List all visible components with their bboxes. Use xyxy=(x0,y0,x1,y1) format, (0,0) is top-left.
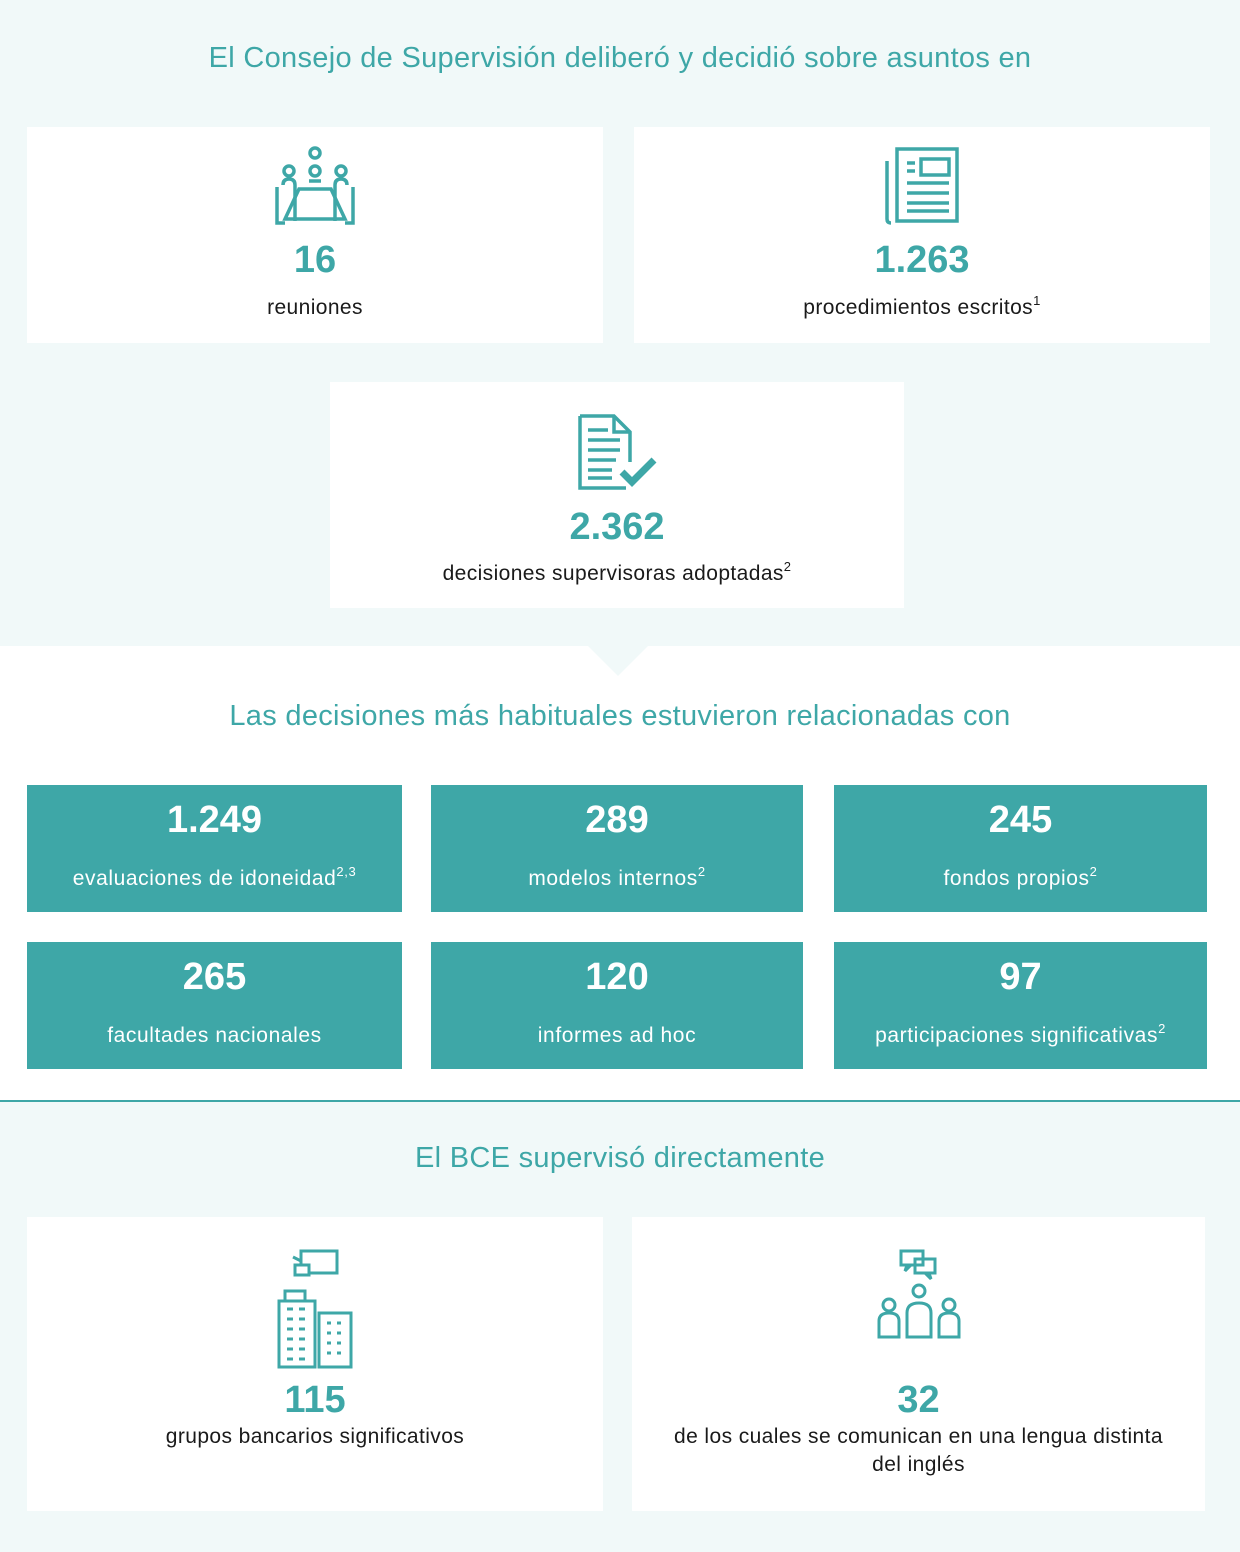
tile-label: facultades nacionales xyxy=(107,1024,322,1047)
card-significant-groups xyxy=(27,1217,603,1511)
supervisory-decisions-value: 2.362 xyxy=(569,506,665,548)
written-procedures-value: 1.263 xyxy=(874,239,970,281)
non-english-groups-value: 32 xyxy=(897,1379,940,1421)
card-meetings xyxy=(27,127,603,343)
tile-label: evaluaciones de idoneidad$^{2,3}$ xyxy=(72,864,357,890)
tile-fit-and-proper xyxy=(27,785,402,912)
written-procedures-label: procedimientos escritos$^1$ xyxy=(803,293,1041,319)
tile-own-funds xyxy=(834,785,1207,912)
meeting-table-icon xyxy=(275,145,355,232)
tile-label: informes ad hoc xyxy=(537,1024,697,1047)
section1-heading: El Consejo de Supervisión deliberó y decidió sobre asuntos en xyxy=(208,42,1032,74)
tile-internal-models xyxy=(431,785,803,912)
tile-value: 120 xyxy=(585,956,649,998)
meetings-value: 16 xyxy=(293,239,337,281)
non-english-groups-label: de los cuales se comunican en una lengua distinta del inglés xyxy=(674,1425,1163,1476)
meetings-label: reuniones xyxy=(267,296,363,319)
significant-groups-label: grupos bancarios significativos xyxy=(165,1425,465,1448)
tile-ad-hoc-reports xyxy=(431,942,803,1069)
written-document-icon xyxy=(881,145,963,232)
tile-national-powers xyxy=(27,942,402,1069)
significant-groups-value: 115 xyxy=(284,1379,346,1421)
tile-qualifying-holdings xyxy=(834,942,1207,1069)
section3-heading: El BCE supervisó directamente xyxy=(414,1142,826,1174)
card-written-procedures xyxy=(634,127,1210,343)
people-communication-icon xyxy=(877,1247,961,1346)
tile-value: 97 xyxy=(999,956,1042,998)
section2-heading: Las decisiones más habituales estuvieron relacionadas con xyxy=(229,700,1011,732)
tile-value: 265 xyxy=(182,956,247,998)
section-pointer xyxy=(588,646,648,676)
tile-value: 289 xyxy=(585,799,649,841)
card-non-english-groups xyxy=(632,1217,1205,1511)
card-supervisory-decisions xyxy=(330,382,904,608)
bank-buildings-icon xyxy=(275,1247,355,1374)
tile-value: 1.249 xyxy=(166,799,263,841)
tile-label: participaciones significativas$^2$ xyxy=(875,1021,1166,1047)
supervisory-decisions-label: decisiones supervisoras adoptadas$^2$ xyxy=(442,559,792,585)
tile-value: 245 xyxy=(988,799,1053,841)
tile-label: fondos propios$^2$ xyxy=(943,864,1098,890)
checked-document-icon xyxy=(576,412,658,497)
tile-label: modelos internos$^2$ xyxy=(528,864,706,890)
